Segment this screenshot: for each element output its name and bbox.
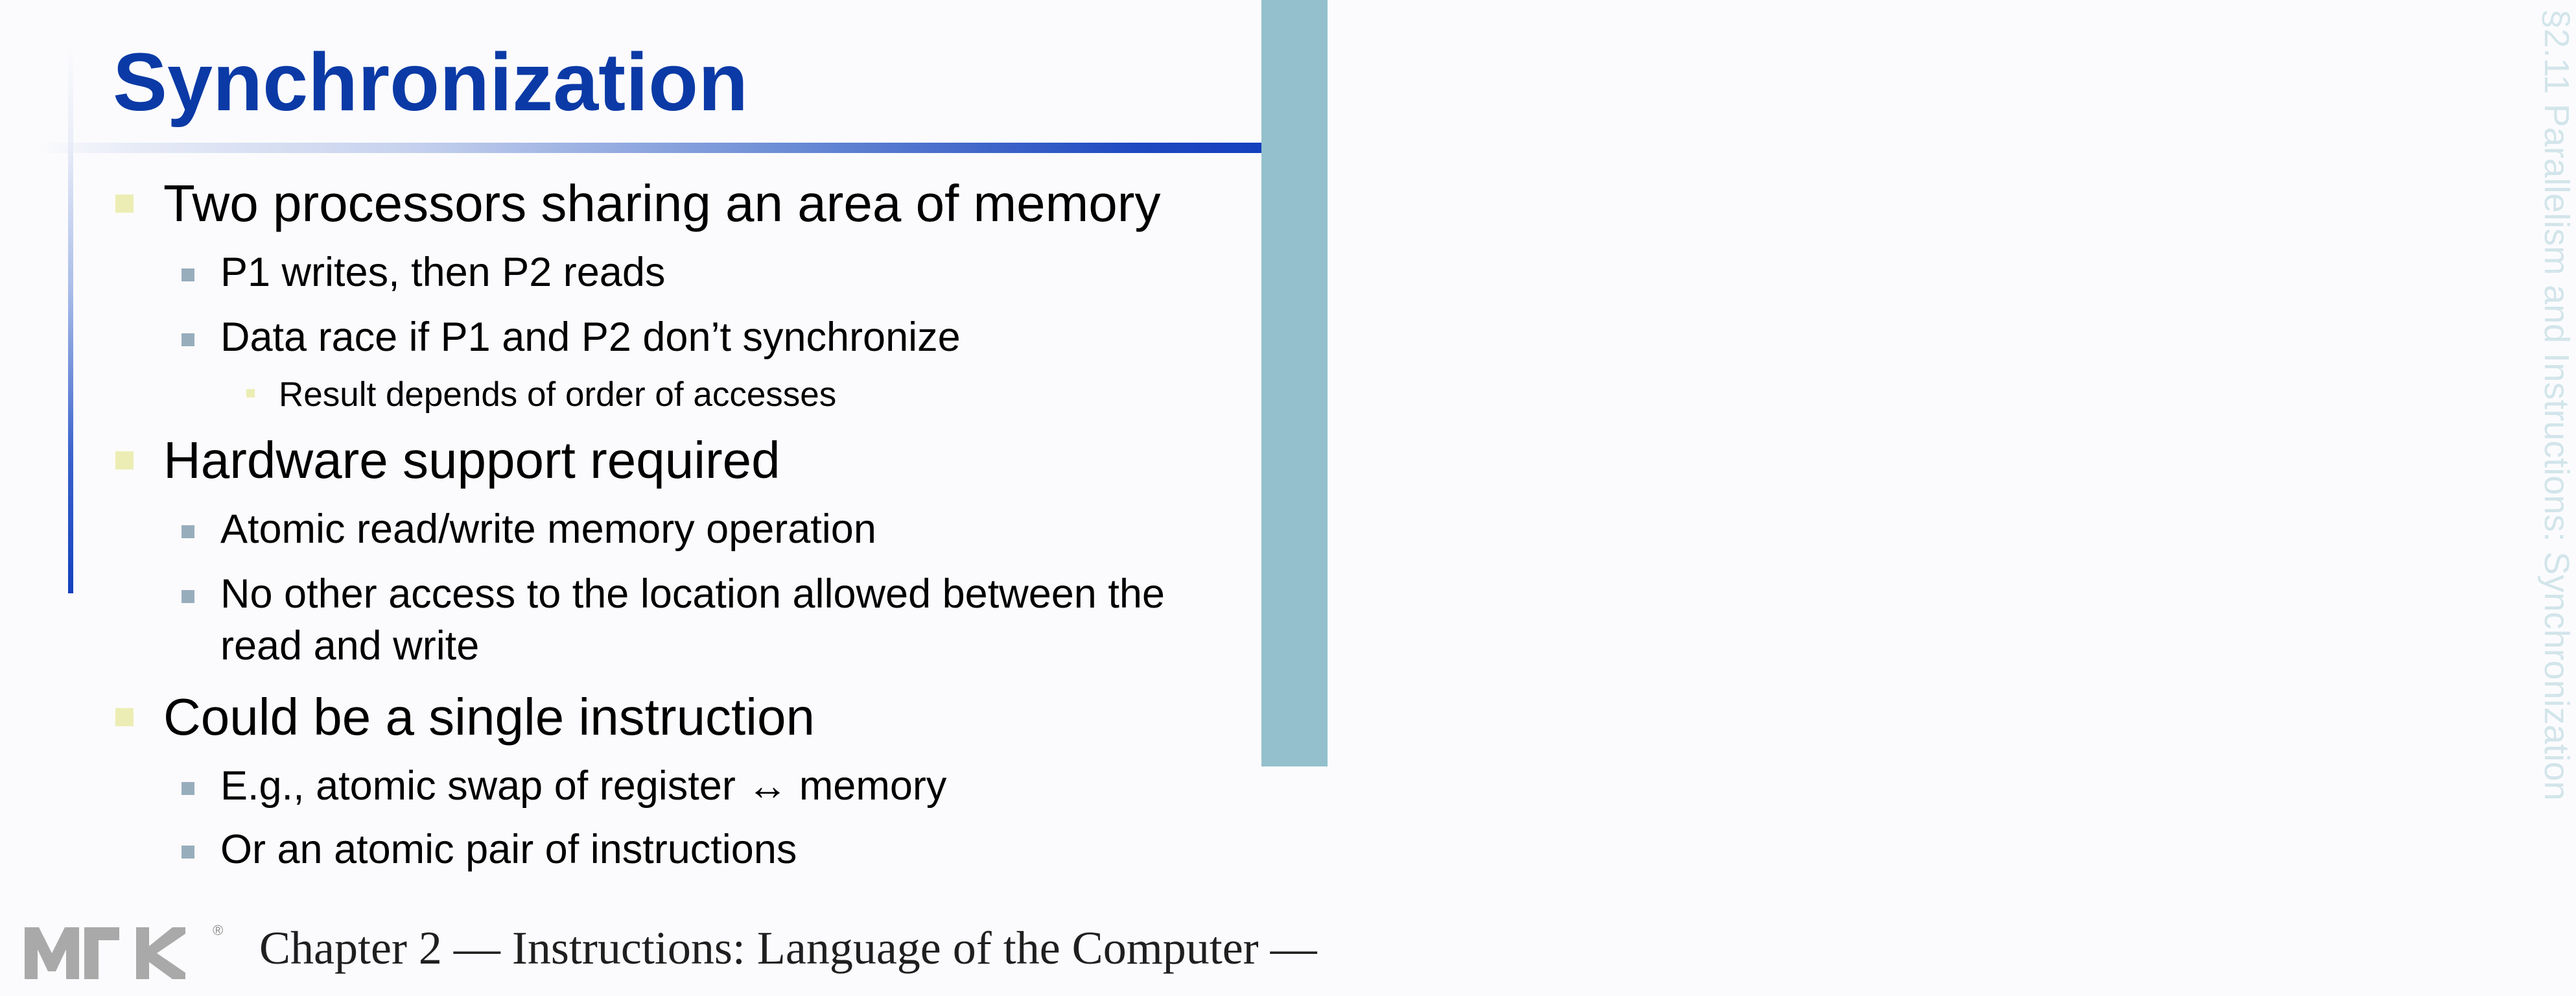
square-bullet-icon [181,590,194,603]
square-bullet-icon [181,268,194,281]
square-bullet-icon [115,708,134,726]
square-bullet-icon [115,195,134,213]
bullet-item [220,246,665,298]
bullet-text: Atomic read/write memory operation [220,506,876,552]
bullet-text: Could be a single instruction [163,688,815,746]
bullet-text: P1 writes, then P2 reads [220,250,666,295]
bullet-list [0,0,1258,908]
slide-footer: Chapter 2 — Instructions: Language of the Computer — [259,922,1317,974]
bullet-text: Data race if P1 and P2 don’t synchronize [220,314,961,360]
bullet-item [220,311,961,363]
bullet-item [163,431,780,490]
square-bullet-icon [181,846,194,859]
bullet-item [220,568,1165,672]
bullet-text-line: No other access to the location allowed between the [220,571,1165,617]
bullet-item [220,760,946,812]
square-bullet-icon [181,782,194,795]
registered-mark: ® [213,922,224,938]
bullet-text: E.g., atomic swap of register ↔ memory [220,763,947,809]
section-tab-label: §2.11 Parallelism and Instructions: Synchronization [2537,9,2576,801]
bullet-item [163,174,1160,233]
square-bullet-icon [181,333,194,346]
square-bullet-icon [246,389,255,397]
bullet-text: Hardware support required [163,431,780,489]
bullet-text: Or an atomic pair of instructions [220,827,797,872]
bullet-text: Two processors sharing an area of memory [163,174,1161,232]
square-bullet-icon [181,525,194,538]
mk-logo-icon [25,921,226,979]
bullet-item [163,687,815,747]
bullet-text-line: read and write [220,623,480,669]
bullet-text: Result depends of order of accesses [279,375,837,414]
section-tab [1261,0,2576,801]
slide-title: Synchronization [113,36,749,128]
bullet-item [279,375,836,415]
bullet-item [220,503,876,555]
bullet-item [220,824,797,875]
square-bullet-icon [115,451,134,469]
